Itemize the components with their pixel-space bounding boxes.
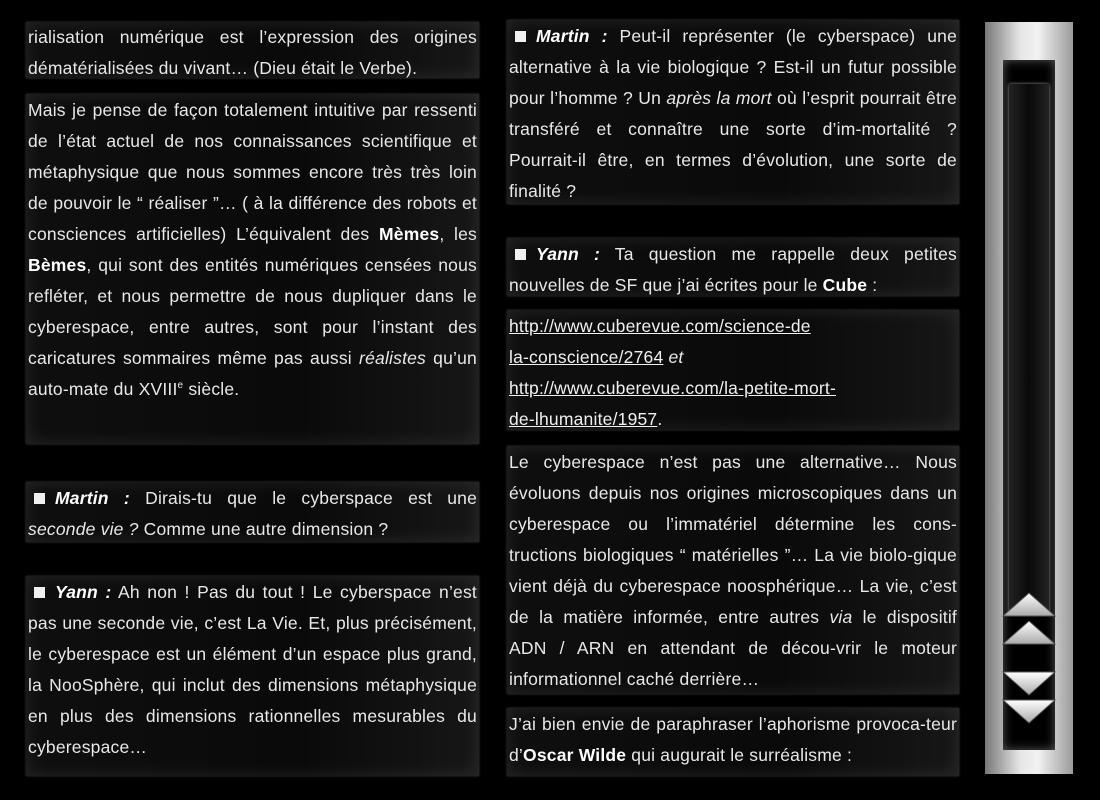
answer-yann-2	[507, 238, 959, 296]
term-memes: Mèmes	[378, 224, 440, 244]
paragraph-text: J’ai bien envie de paraphraser l’aphorisme provoca-teur d’	[509, 714, 957, 765]
answer-yann-1	[26, 576, 479, 776]
paragraph-text: .	[657, 409, 663, 429]
link-text: la-conscience/2764	[509, 347, 664, 367]
vertical-scrollbar[interactable]	[985, 22, 1073, 774]
emphasis-text: après la mort	[666, 88, 772, 108]
paragraph-text: qu’un auto-mate du XVIII	[28, 348, 477, 399]
term-cube: Cube	[822, 275, 868, 295]
emphasis-text: seconde vie ?	[28, 519, 139, 539]
scroll-up-icon[interactable]	[999, 618, 1059, 648]
link-text: de-lhumanite/1957	[509, 409, 658, 429]
emphasis-text: via	[829, 607, 853, 627]
emphasis-text: réalistes	[359, 348, 427, 368]
scroll-up-icon[interactable]	[999, 590, 1059, 620]
paragraph-text: Le cyberespace n’est pas une alternative… Nous évoluons depuis nos origines microscopiques dans un cyberespace ou l’immatériel détermine les cons-tructions biologiques “ matérielles ”… La vie biolo-gique vient déjà du cyberespace noosphérique… La vie, c’est de la matière informée, entre autres	[509, 452, 957, 627]
links-block	[507, 310, 959, 430]
question-martin-1	[26, 482, 479, 542]
scroll-down-icon[interactable]	[999, 696, 1059, 726]
paragraph-wilde	[507, 708, 959, 776]
question-martin-2	[507, 20, 959, 204]
paragraph-text: où l’esprit pourrait être transféré et connaître une sorte d’im-mortalité ? Pourrait-il être, en termes d’évolution, une sorte de finalité ?	[509, 88, 957, 201]
bullet-square-icon	[34, 493, 45, 504]
paragraph-text: siècle.	[183, 379, 240, 399]
link-text: http://www.cuberevue.com/la-petite-mort-	[509, 378, 837, 398]
paragraph-text: le dispositif ADN / ARN en attendant de décou-vrir le moteur informationnel caché derrière…	[509, 607, 957, 689]
paragraph-text: qui augurait le surréalisme :	[626, 745, 853, 765]
paragraph-text: :	[867, 275, 878, 295]
term-bemes: Bèmes	[28, 255, 87, 275]
paragraph-text: , qui sont des entités numériques censées nous refléter, et nous permettre de nous dupliquer dans le cyberespace, entre autres, sont pour l’instant des caricatures sommaires même pas aussi	[28, 255, 477, 368]
scroll-thumb[interactable]	[1009, 84, 1049, 614]
paragraph-text: Dirais-tu que le cyberspace est une	[129, 488, 478, 508]
bullet-square-icon	[515, 31, 526, 42]
link-text: http://www.cuberevue.com/science-de	[509, 316, 811, 336]
superscript: e	[177, 380, 184, 392]
paragraph-cyberespace	[507, 446, 959, 694]
bullet-square-icon	[515, 249, 526, 260]
speaker-name: Yann :	[55, 582, 112, 602]
emphasis-text: et	[663, 347, 684, 367]
paragraph-opinion	[26, 94, 479, 444]
paragraph-text: Mais je pense de façon totalement intuitive par ressenti de l’état actuel de nos connaissances scientifique et métaphysique que nous sommes encore très très loin de pouvoir le “ réaliser ”… ( à la différence des robots et consciences artificielles) L’équivalent des	[28, 100, 477, 244]
link-petite-mort[interactable]	[509, 378, 836, 429]
term-oscar-wilde: Oscar Wilde	[523, 745, 627, 765]
speaker-name: Martin :	[536, 26, 608, 46]
scroll-down-icon[interactable]	[999, 668, 1059, 698]
speaker-name: Yann :	[536, 244, 601, 264]
paragraph-text: Ah non ! Pas du tout ! Le cyberspace n’est pas une seconde vie, c’est La Vie. Et, plus précisément, le cyberespace est un élément d’un espace plus grand, la NooSphère, qui inclut des dimensions métaphysique en plus des dimensions rationnelles mesurables du cyberespace…	[28, 582, 477, 757]
link-science-conscience[interactable]	[509, 316, 811, 367]
speaker-name: Martin :	[55, 488, 130, 508]
paragraph-intro	[26, 22, 479, 78]
paragraph-text: rialisation numérique est l’expression des origines dématérialisées du vivant… (Dieu était le Verbe).	[28, 27, 477, 78]
paragraph-text: Peut-il représenter (le cyberspace) une alternative à la vie biologique ? Est-il un futur possible pour l’homme ? Un	[509, 26, 958, 108]
bullet-square-icon	[34, 587, 45, 598]
paragraph-text: Comme une autre dimension ?	[138, 519, 389, 539]
paragraph-text: , les	[439, 224, 477, 244]
paragraph-text: Ta question me rappelle deux petites nouvelles de SF que j’ai écrites pour le	[509, 244, 957, 295]
